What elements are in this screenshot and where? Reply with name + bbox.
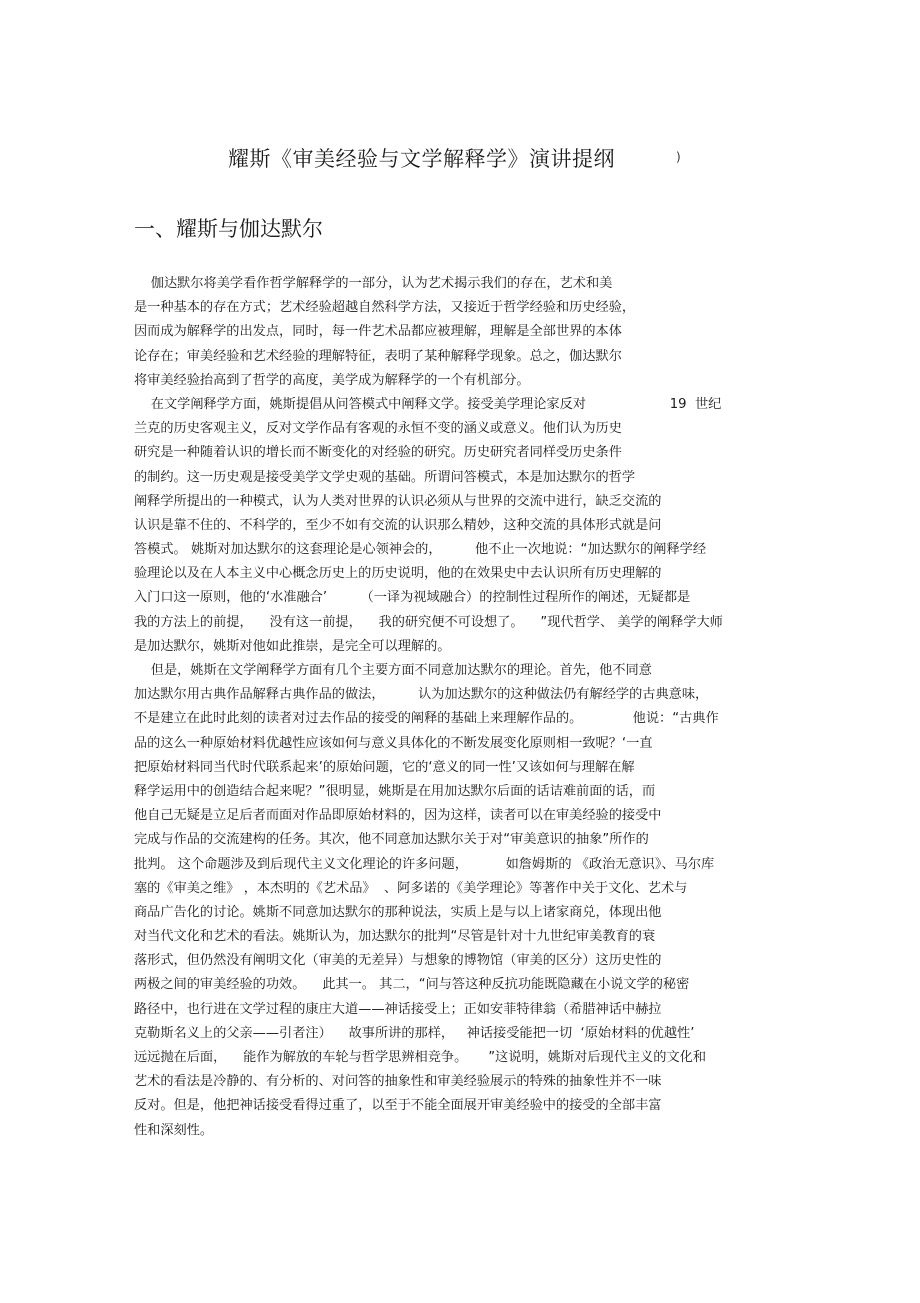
text-line: 商品广告化的讨论。姚斯不同意加达默尔的那种说法，实质上是与以上诸家商兑，体现出他: [134, 904, 662, 920]
text-line: 批判。 这个命题涉及到后现代主义文化理论的许多问题， 如詹姆斯的 《政治无意识》、马尔库: [134, 856, 715, 872]
text-line: 入门口这一原则，他的‘水准融合’ （一译为视域融合）的控制性过程所作的阐述，无疑都是: [134, 590, 691, 606]
text-line: 释学运用中的创造结合起来呢？”很明显，姚斯是在用加达默尔后面的话诘难前面的话，而: [134, 783, 656, 799]
text-line: 反对。但是，他把神话接受看得过重了，以至于不能全面展开审美经验中的接受的全部丰富: [134, 1098, 662, 1114]
text-line: 路径中，也行进在文学过程的康庄大道——神话接受上；正如安菲特律翁（希腊神话中赫拉: [134, 1001, 662, 1017]
text-line: 对当代文化和艺术的看法。姚斯认为，加达默尔的批判“尽管是针对十九世纪审美教育的衰: [134, 929, 656, 945]
text-line: 克勒斯名义上的父亲——引者注） 故事所讲的那样， 神话接受能把一切 ‘原始材料的优越性’: [134, 1025, 695, 1041]
text-line: 性和深刻性。: [134, 1122, 214, 1138]
text-line: 是一种基本的存在方式；艺术经验超越自然科学方法，又接近于哲学经验和历史经验，: [134, 300, 636, 316]
text-line: 将审美经验抬高到了哲学的高度，美学成为解释学的一个有机部分。: [134, 372, 530, 388]
text-line: 品的这么一种原始材料优越性应该如何与意义具体化的不断发展变化原则相一致呢？‘一直: [134, 735, 653, 751]
text-line: 因而成为解释学的出发点，同时，每一件艺术品都应被理解，理解是全部世界的本体: [134, 324, 622, 340]
text-line: 兰克的历史客观主义，反对文学作品有客观的永恒不变的涵义或意义。他们认为历史: [134, 421, 622, 437]
text-line: 伽达默尔将美学看作哲学解释学的一部分，认为艺术揭示我们的存在，艺术和美: [134, 276, 613, 291]
text-line: 加达默尔用古典作品解释古典作品的做法， 认为加达默尔的这种做法仍有解经学的古典意味，: [134, 687, 709, 703]
text-line: 两极之间的审美经验的功效。 此其一。 其二，“问与答这种反抗功能既隐藏在小说文学的秘密: [134, 977, 690, 993]
body-text: [134, 272, 784, 1143]
text-line: 把原始材料同当代时代联系起来’的原始问题，它的‘意义的同一性’又该如何与理解在解: [134, 759, 635, 775]
text-line: 落形式，但仍然没有阐明文化（审美的无差异）与想象的博物馆（审美的区分）这历史性的: [134, 953, 662, 969]
text-line: 塞的《审美之维》 ，本杰明的《艺术品》 、阿多诺的《美学理论》等著作中关于文化、艺术与: [134, 880, 688, 896]
text-line: 远远抛在后面， 能作为解放的车轮与哲学思辨相竞争。 ”这说明，姚斯对后现代主义的文化和: [134, 1050, 707, 1065]
text-line: 是加达默尔，姚斯对他如此推崇，是完全可以理解的。: [134, 638, 451, 654]
text-line: 论存在；审美经验和艺术经验的理解特征，表明了某种解释学现象。总之，伽达默尔: [134, 348, 622, 364]
text-line: 研究是一种随着认识的增长而不断变化的对经验的研究。历史研究者同样受历史条件: [134, 445, 622, 461]
paragraph: [134, 393, 784, 659]
text-line: 但是，姚斯在文学阐释学方面有几个主要方面不同意加达默尔的理论。首先，他不同意: [134, 663, 652, 678]
text-line: 他自己无疑是立足后者而面对作品即原始材料的，因为这样，读者可以在审美经验的接受中: [134, 808, 662, 824]
section-heading: 一、耀斯与伽达默尔: [134, 217, 323, 241]
text-line: 验理论以及在人本主义中心概念历史上的历史说明，他的在效果史中去认识所有历史理解的: [134, 566, 662, 582]
text-line: 我的方法上的前提， 没有这一前提， 我的研究便不可设想了。 ”现代哲学、 美学的阐释学大师: [134, 614, 723, 630]
text-line: 的制约。这一历史观是接受美学文学史观的基础。所谓问答模式，本是加达默尔的哲学: [134, 469, 636, 485]
text-line: 艺术的看法是冷静的、有分析的、对问答的抽象性和审美经验展示的特殊的抽象性并不一味: [134, 1074, 662, 1090]
paragraph: [134, 659, 784, 1143]
document-title: 耀斯《审美经验与文学解释学》演讲提纲: [228, 147, 615, 171]
text-line: 完成与作品的交流建构的任务。其次，他不同意加达默尔关于对“审美意识的抽象”所作的: [134, 832, 649, 848]
text-line: 不是建立在此时此刻的读者对过去作品的接受的阐释的基础上来理解作品的。 他说：“古典作: [134, 711, 719, 727]
text-line: 认识是靠不住的、不科学的，至少不如有交流的认识那么精妙，这种交流的具体形式就是问: [134, 517, 662, 533]
paragraph: [134, 272, 784, 393]
text-line: 阐释学所提出的一种模式，认为人类对世界的认识必须从与世界的交流中进行，缺乏交流的: [134, 493, 662, 509]
text-line: 在文学阐释学方面，姚斯提倡从问答模式中阐释文学。接受美学理论家反对 19 世纪: [134, 396, 722, 412]
text-line: 答模式。 姚斯对加达默尔的这套理论是心领神会的， 他不止一次地说：“加达默尔的阐释学经: [134, 542, 707, 558]
title-mark: ): [676, 150, 681, 164]
